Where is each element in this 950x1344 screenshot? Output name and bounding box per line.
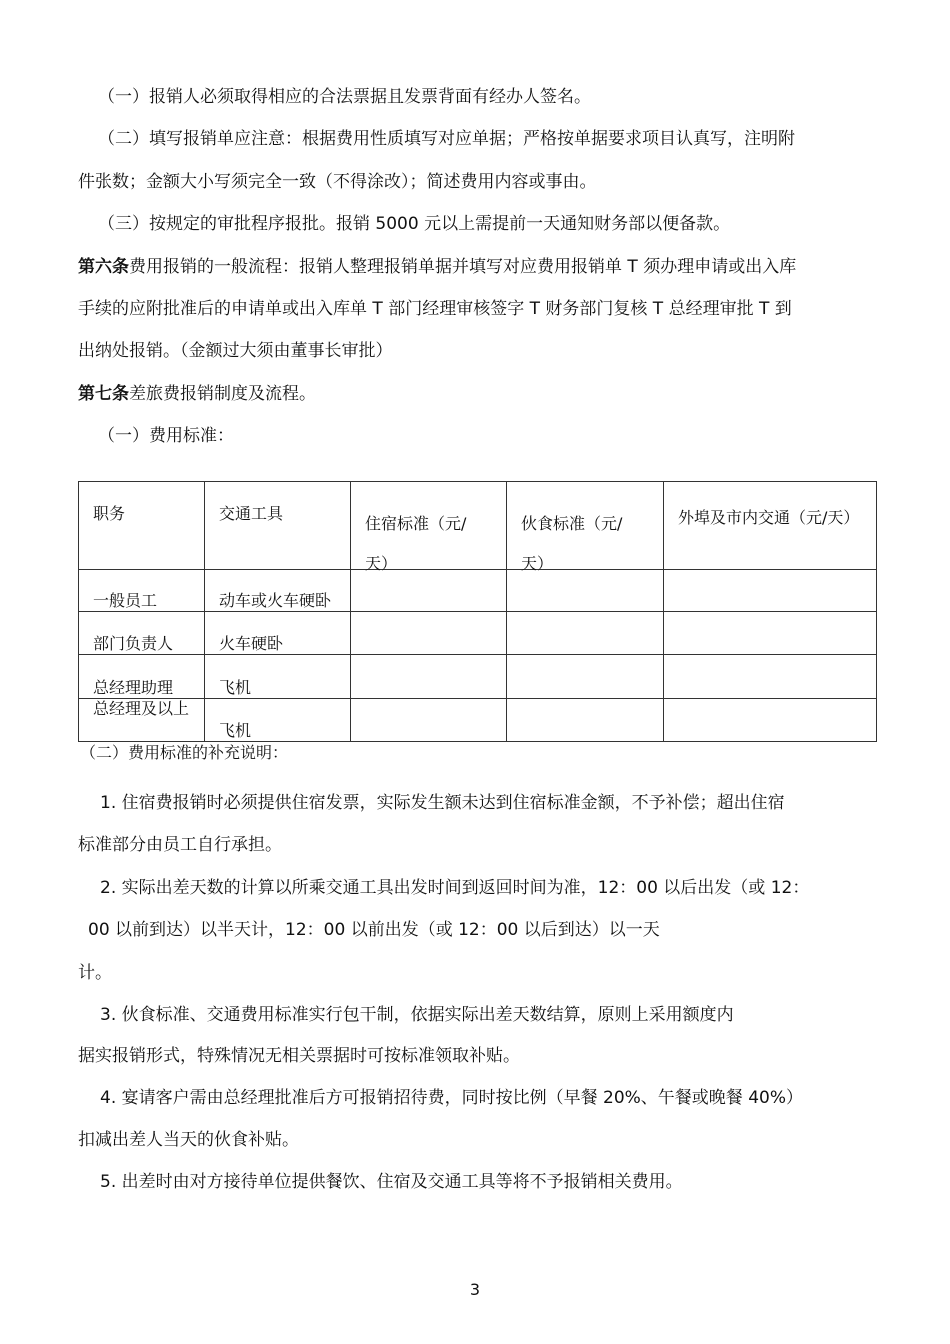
table-cell: 飞机 bbox=[205, 699, 351, 742]
table-cell bbox=[351, 655, 507, 699]
table-cell bbox=[507, 570, 664, 612]
article-6-label: 第六条 bbox=[78, 257, 129, 277]
article-7-text: 差旅费报销制度及流程。 bbox=[129, 384, 316, 404]
table-header-cell: 外埠及市内交通（元/天） bbox=[664, 482, 877, 570]
section-1-heading: （一）费用标准： bbox=[98, 426, 234, 446]
note-1-line-1: 1. 住宿费报销时必须提供住宿发票，实际发生额未达到住宿标准金额，不予补偿；超出住宿 bbox=[100, 793, 785, 813]
table-cell: 飞机 bbox=[205, 655, 351, 699]
table-cell bbox=[664, 612, 877, 655]
table-header-cell: 交通工具 bbox=[205, 482, 351, 570]
table-cell: 总经理助理 bbox=[79, 655, 205, 699]
table-cell: 火车硬卧 bbox=[205, 612, 351, 655]
note-5: 5. 出差时由对方接待单位提供餐饮、住宿及交通工具等将不予报销相关费用。 bbox=[100, 1172, 683, 1192]
paragraph-3: （三）按规定的审批程序报批。报销 5000 元以上需提前一天通知财务部以便备款。 bbox=[98, 214, 731, 234]
table-header-cell: 伙食标准（元/天） bbox=[507, 482, 664, 570]
article-6-line-1 bbox=[78, 256, 796, 278]
note-1-line-2: 标准部分由员工自行承担。 bbox=[78, 835, 282, 855]
paragraph-2-line-1: （二）填写报销单应注意：根据费用性质填写对应单据；严格按单据要求项目认真写，注明附 bbox=[98, 129, 795, 149]
article-7 bbox=[78, 383, 316, 405]
table-cell bbox=[351, 570, 507, 612]
table-cell: 动车或火车硬卧 bbox=[205, 570, 351, 612]
table-row bbox=[79, 655, 877, 699]
table-row bbox=[79, 699, 877, 742]
paragraph-1: （一）报销人必须取得相应的合法票据且发票背面有经办人签名。 bbox=[98, 87, 591, 107]
note-3-line-1: 3. 伙食标准、交通费用标准实行包干制，依据实际出差天数结算，原则上采用额度内 bbox=[100, 1005, 734, 1025]
article-6-line-2: 手续的应附批准后的申请单或出入库单 T 部门经理审核签字 T 财务部门复核 T 总经理审批 T 到 bbox=[78, 299, 792, 319]
note-3-line-2: 据实报销形式，特殊情况无相关票据时可按标准领取补贴。 bbox=[78, 1046, 520, 1066]
table-row bbox=[79, 612, 877, 655]
article-6-text: 费用报销的一般流程：报销人整理报销单据并填写对应费用报销单 T 须办理申请或出入库 bbox=[129, 257, 797, 277]
expense-standard-table bbox=[78, 481, 877, 742]
table-cell bbox=[664, 570, 877, 612]
page-number: 3 bbox=[469, 1280, 481, 1299]
table-cell bbox=[664, 655, 877, 699]
table-cell bbox=[351, 612, 507, 655]
table-cell bbox=[507, 612, 664, 655]
table-cell: 一般员工 bbox=[79, 570, 205, 612]
paragraph-2-line-2: 件张数；金额大小写须完全一致（不得涂改）；简述费用内容或事由。 bbox=[78, 172, 597, 192]
table-cell bbox=[351, 699, 507, 742]
table-cell: 部门负责人 bbox=[79, 612, 205, 655]
table-header-row bbox=[79, 482, 877, 570]
table-header-cell: 职务 bbox=[79, 482, 205, 570]
article-6-line-3: 出纳处报销。（金额过大须由董事长审批） bbox=[78, 341, 393, 361]
table-cell bbox=[664, 699, 877, 742]
section-2-heading: （二）费用标准的补充说明： bbox=[80, 743, 289, 762]
note-2-line-1: 2. 实际出差天数的计算以所乘交通工具出发时间到返回时间为准，12：00 以后出发（或 12： bbox=[100, 878, 810, 898]
table-row bbox=[79, 570, 877, 612]
table-cell bbox=[507, 655, 664, 699]
note-2-line-3: 计。 bbox=[78, 963, 112, 983]
table-cell: 总经理及以上 bbox=[79, 699, 205, 742]
note-2-line-2: 00 以前到达）以半天计，12：00 以前出发（或 12：00 以后到达）以一天 bbox=[88, 920, 660, 940]
note-4-line-2: 扣减出差人当天的伙食补贴。 bbox=[78, 1130, 299, 1150]
table-header-cell: 住宿标准（元/天） bbox=[351, 482, 507, 570]
article-7-label: 第七条 bbox=[78, 384, 129, 404]
note-4-line-1: 4. 宴请客户需由总经理批准后方可报销招待费，同时按比例（早餐 20%、午餐或晚餐 40%） bbox=[100, 1088, 803, 1108]
table-cell bbox=[507, 699, 664, 742]
